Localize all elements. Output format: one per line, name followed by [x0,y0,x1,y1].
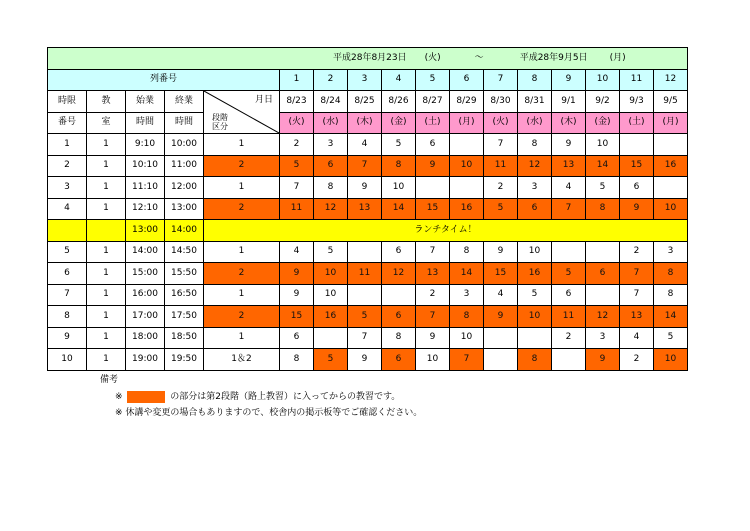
dow-cell: (水) [314,112,348,134]
date-cell: 8/30 [484,91,518,113]
start-dow: (火) [424,52,441,63]
lesson-cell: 9 [620,198,654,220]
lesson-cell: 9 [416,155,450,177]
lesson-cell: 6 [416,134,450,156]
date-cell: 8/25 [348,91,382,113]
period-cell: 2 [48,155,87,177]
lesson-cell: 3 [586,327,620,349]
lesson-cell [586,241,620,263]
room-cell: 1 [87,284,126,306]
dow-cell: (金) [586,112,620,134]
lesson-cell: 5 [552,263,586,285]
start-time-cell: 14:00 [126,241,165,263]
lesson-cell [552,241,586,263]
lesson-cell: 8 [654,263,688,285]
lesson-cell: 7 [280,177,314,199]
lunch-room [87,220,126,242]
lesson-cell: 15 [620,155,654,177]
period-cell: 4 [48,198,87,220]
lesson-cell: 3 [654,241,688,263]
lunch-period [48,220,87,242]
room-cell: 1 [87,155,126,177]
lesson-cell: 8 [450,241,484,263]
lesson-cell: 11 [348,263,382,285]
note-mark: ※ [115,392,123,402]
lesson-cell: 7 [620,263,654,285]
schedule-row [48,241,688,263]
col-number: 4 [382,69,416,91]
head-label: 時間 [126,112,165,134]
lunch-end: 14:00 [165,220,204,242]
stage-cell: 2 [204,306,280,328]
start-time-cell: 9:10 [126,134,165,156]
lesson-cell: 8 [518,349,552,371]
lesson-cell: 10 [314,284,348,306]
end-time-cell: 17:50 [165,306,204,328]
lesson-cell: 6 [518,198,552,220]
lesson-cell: 12 [382,263,416,285]
lesson-cell: 10 [314,263,348,285]
lesson-cell: 10 [450,155,484,177]
lesson-cell: 7 [552,198,586,220]
lesson-cell: 14 [586,155,620,177]
lesson-cell: 5 [382,134,416,156]
lesson-cell: 7 [484,134,518,156]
stage-cell: 1 [204,327,280,349]
col-number: 11 [620,69,654,91]
lesson-cell: 6 [552,284,586,306]
lesson-cell: 12 [586,306,620,328]
orange-legend-swatch [127,391,165,403]
end-time-cell: 14:50 [165,241,204,263]
lesson-cell: 9 [484,241,518,263]
schedule-row [48,134,688,156]
lesson-cell: 2 [620,349,654,371]
head-label: 時限 [48,91,87,113]
room-cell: 1 [87,177,126,199]
date-cell: 8/27 [416,91,450,113]
head-row-top [48,91,688,113]
lesson-cell: 14 [382,198,416,220]
lesson-cell: 15 [484,263,518,285]
lesson-cell [654,134,688,156]
lesson-cell: 5 [586,177,620,199]
col-number: 3 [348,69,382,91]
lesson-cell: 9 [416,327,450,349]
lesson-cell: 16 [450,198,484,220]
lesson-cell: 2 [416,284,450,306]
column-number-row [48,69,688,91]
lesson-cell: 3 [518,177,552,199]
start-time-cell: 10:10 [126,155,165,177]
lesson-cell: 4 [348,134,382,156]
lesson-cell [450,177,484,199]
stage-cell: 1 [204,284,280,306]
col-number: 2 [314,69,348,91]
stage-cell: 2 [204,155,280,177]
period-cell: 7 [48,284,87,306]
lesson-cell: 8 [518,134,552,156]
lesson-cell: 2 [280,134,314,156]
dow-cell: (月) [654,112,688,134]
lesson-cell: 16 [314,306,348,328]
lesson-cell: 16 [518,263,552,285]
date-range-cell [48,48,688,70]
dow-cell: (火) [484,112,518,134]
lesson-cell: 6 [382,241,416,263]
lesson-cell: 8 [450,306,484,328]
lesson-cell: 8 [382,155,416,177]
schedule-row [48,306,688,328]
stage-cell: 2 [204,263,280,285]
end-time-cell: 13:00 [165,198,204,220]
lesson-cell: 6 [382,349,416,371]
lesson-cell [314,327,348,349]
schedule-row [48,284,688,306]
lesson-cell: 9 [280,284,314,306]
lesson-cell: 5 [314,349,348,371]
start-time-cell: 15:00 [126,263,165,285]
lesson-cell: 7 [416,241,450,263]
lesson-cell: 10 [416,349,450,371]
diag-top-label: 月日 [254,95,273,105]
diag-bottom-2: 区分 [212,122,228,131]
end-time-cell: 19:50 [165,349,204,371]
schedule-table [47,47,688,371]
dow-cell: (月) [450,112,484,134]
lesson-cell: 11 [552,306,586,328]
lesson-cell: 8 [586,198,620,220]
schedule-row [48,155,688,177]
lesson-cell [484,349,518,371]
lesson-cell: 2 [552,327,586,349]
period-cell: 6 [48,263,87,285]
period-cell: 3 [48,177,87,199]
lesson-cell: 7 [416,306,450,328]
date-cell: 9/3 [620,91,654,113]
dow-cell: (水) [518,112,552,134]
lesson-cell: 6 [620,177,654,199]
lunch-row [48,220,688,242]
lesson-cell: 11 [484,155,518,177]
lesson-cell: 3 [314,134,348,156]
lesson-cell: 2 [620,241,654,263]
start-time-cell: 19:00 [126,349,165,371]
stage-cell: 1 [204,177,280,199]
lesson-cell: 10 [518,306,552,328]
head-label: 番号 [48,112,87,134]
lesson-cell: 14 [654,306,688,328]
room-cell: 1 [87,327,126,349]
col-number: 7 [484,69,518,91]
stage-cell: 1＆2 [204,349,280,371]
date-cell: 8/23 [280,91,314,113]
head-label: 室 [87,112,126,134]
lesson-cell: 8 [314,177,348,199]
room-cell: 1 [87,241,126,263]
head-row-bottom [48,112,688,134]
lesson-cell: 15 [280,306,314,328]
lesson-cell: 2 [484,177,518,199]
lesson-cell: 9 [280,263,314,285]
lesson-cell [382,284,416,306]
room-cell: 1 [87,263,126,285]
lesson-cell [552,349,586,371]
lesson-cell: 6 [382,306,416,328]
head-label: 始業 [126,91,165,113]
lesson-cell: 10 [654,349,688,371]
lesson-cell [654,177,688,199]
lesson-cell: 13 [348,198,382,220]
lesson-cell [484,327,518,349]
dow-cell: (木) [552,112,586,134]
lesson-cell [416,177,450,199]
header-date-row [48,48,688,70]
lesson-cell: 5 [348,306,382,328]
end-time-cell: 15:50 [165,263,204,285]
start-time-cell: 12:10 [126,198,165,220]
lesson-cell: 6 [586,263,620,285]
lesson-cell [450,134,484,156]
dow-cell: (火) [280,112,314,134]
lesson-cell: 4 [280,241,314,263]
date-cell: 9/5 [654,91,688,113]
date-cell: 8/29 [450,91,484,113]
end-time-cell: 12:00 [165,177,204,199]
head-label: 時間 [165,112,204,134]
note-1-text: の部分は第2段階（路上教習）に入ってからの教習です。 [170,392,401,402]
start-time-cell: 16:00 [126,284,165,306]
diag-bottom-1: 段階 [212,113,228,122]
col-number: 1 [280,69,314,91]
lesson-cell: 10 [654,198,688,220]
dow-cell: (金) [382,112,416,134]
schedule-row [48,177,688,199]
date-cell: 8/31 [518,91,552,113]
lesson-cell: 12 [314,198,348,220]
retsu-label: 列番号 [48,69,280,91]
lesson-cell: 10 [382,177,416,199]
end-time-cell: 11:00 [165,155,204,177]
lesson-cell: 8 [654,284,688,306]
schedule-row [48,327,688,349]
col-number: 8 [518,69,552,91]
dow-cell: (木) [348,112,382,134]
end-time-cell: 10:00 [165,134,204,156]
room-cell: 1 [87,306,126,328]
schedule-row [48,263,688,285]
start-time-cell: 17:00 [126,306,165,328]
notes-heading: 備考 [100,375,119,385]
schedule-row [48,349,688,371]
lesson-cell [518,327,552,349]
lesson-cell: 10 [450,327,484,349]
lesson-cell [348,284,382,306]
lesson-cell: 13 [416,263,450,285]
lesson-cell: 10 [518,241,552,263]
lesson-cell: 4 [552,177,586,199]
lesson-cell: 9 [348,177,382,199]
stage-cell: 2 [204,198,280,220]
date-cell: 9/1 [552,91,586,113]
end-date: 平成28年9月5日 [519,52,588,63]
lesson-cell: 13 [552,155,586,177]
lesson-cell: 12 [518,155,552,177]
lesson-cell [620,134,654,156]
dow-cell: (土) [620,112,654,134]
lesson-cell: 4 [620,327,654,349]
lesson-cell: 6 [314,155,348,177]
lesson-cell: 8 [382,327,416,349]
note-legend [115,389,400,403]
dow-cell: (土) [416,112,450,134]
lesson-cell: 10 [586,134,620,156]
start-time-cell: 18:00 [126,327,165,349]
lesson-cell: 7 [348,327,382,349]
period-cell: 1 [48,134,87,156]
lesson-cell: 14 [450,263,484,285]
start-date: 平成28年8月23日 [333,52,407,63]
room-cell: 1 [87,134,126,156]
date-cell: 9/2 [586,91,620,113]
stage-cell: 1 [204,241,280,263]
head-label: 教 [87,91,126,113]
lesson-cell [586,284,620,306]
lesson-cell: 6 [280,327,314,349]
lesson-cell: 5 [314,241,348,263]
lesson-cell [348,241,382,263]
lesson-cell: 9 [552,134,586,156]
lesson-cell: 8 [280,349,314,371]
lesson-cell: 5 [518,284,552,306]
schedule-row [48,198,688,220]
end-time-cell: 18:50 [165,327,204,349]
lesson-cell: 9 [586,349,620,371]
lesson-cell: 11 [280,198,314,220]
col-number: 9 [552,69,586,91]
lesson-cell: 7 [348,155,382,177]
col-number: 5 [416,69,450,91]
lesson-cell: 3 [450,284,484,306]
date-cell: 8/24 [314,91,348,113]
range-tilde: ～ [474,52,484,63]
period-cell: 10 [48,349,87,371]
head-label: 終業 [165,91,204,113]
lesson-cell: 7 [620,284,654,306]
col-number: 6 [450,69,484,91]
period-cell: 9 [48,327,87,349]
room-cell: 1 [87,198,126,220]
lesson-cell: 5 [654,327,688,349]
lunch-label: ランチタイム！ [204,220,688,242]
lunch-start: 13:00 [126,220,165,242]
start-time-cell: 11:10 [126,177,165,199]
lesson-cell: 5 [280,155,314,177]
lesson-cell: 5 [484,198,518,220]
col-number: 10 [586,69,620,91]
lesson-cell: 9 [484,306,518,328]
end-dow: (月) [609,52,626,63]
lesson-cell: 4 [484,284,518,306]
lesson-cell: 13 [620,306,654,328]
diag-bottom-label [212,113,228,131]
diagonal-header-cell [204,91,280,134]
period-cell: 8 [48,306,87,328]
stage-cell: 1 [204,134,280,156]
lesson-cell: 9 [348,349,382,371]
note-2-text: ※ 休講や変更の場合もありますので、校舎内の掲示板等でご確認ください。 [115,408,423,418]
end-time-cell: 16:50 [165,284,204,306]
lesson-cell: 16 [654,155,688,177]
col-number: 12 [654,69,688,91]
period-cell: 5 [48,241,87,263]
lesson-cell: 15 [416,198,450,220]
lesson-cell: 7 [450,349,484,371]
room-cell: 1 [87,349,126,371]
date-cell: 8/26 [382,91,416,113]
